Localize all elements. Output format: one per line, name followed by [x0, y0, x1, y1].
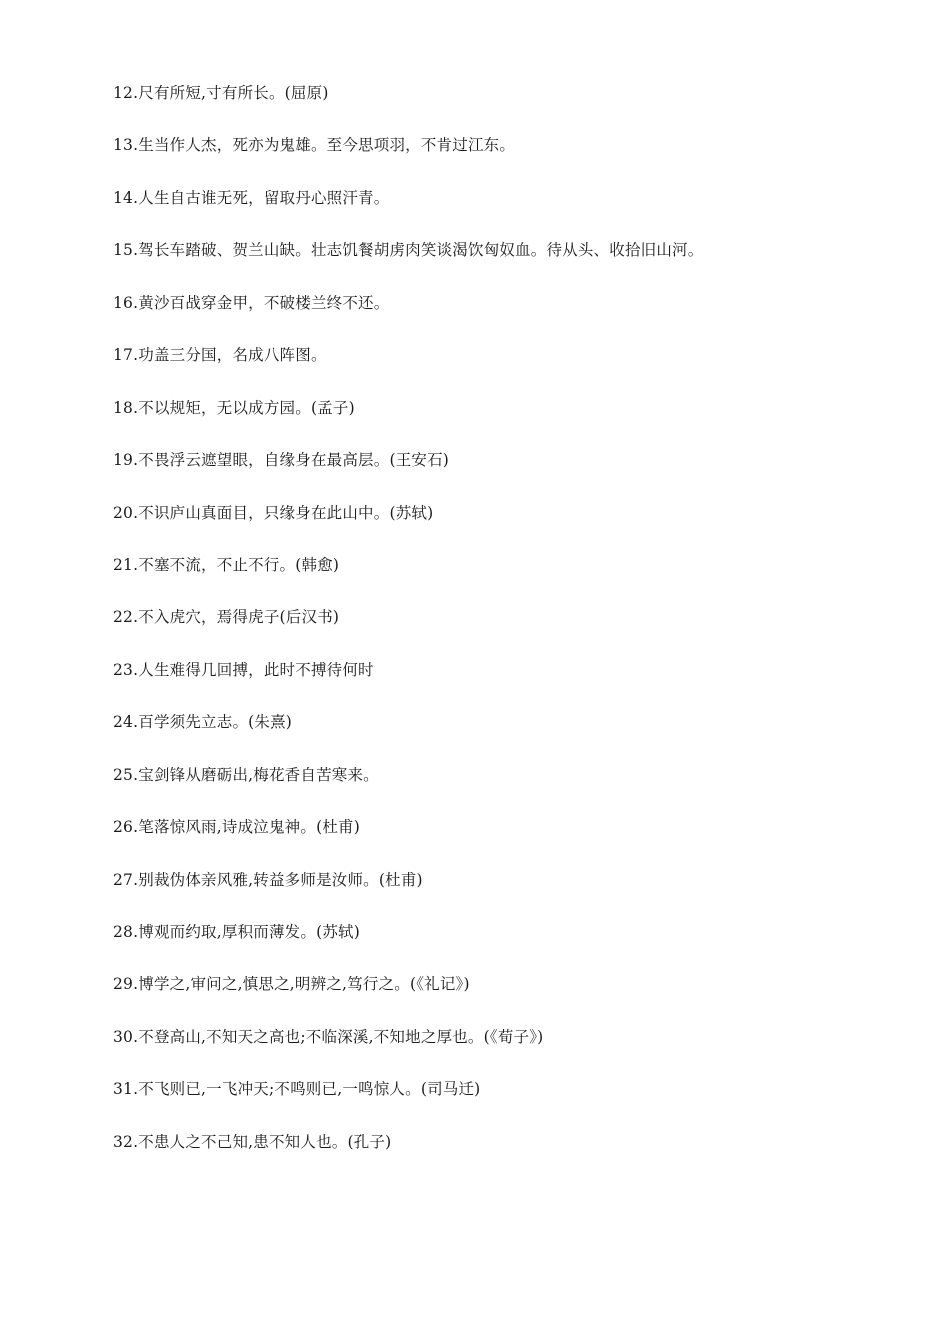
quote-list — [113, 80, 913, 1181]
quote-line: 16.黄沙百战穿金甲，不破楼兰终不还。 — [113, 293, 390, 312]
quote-line: 26.笔落惊风雨,诗成泣鬼神。(杜甫) — [113, 818, 360, 837]
quote-line: 31.不飞则已,一飞冲天;不鸣则已,一鸣惊人。(司马迁) — [113, 1080, 481, 1099]
quote-line: 29.博学之,审问之,慎思之,明辨之,笃行之。(《礼记》) — [113, 975, 470, 994]
quote-line: 27.别裁伪体亲风雅,转益多师是汝师。(杜甫) — [113, 870, 423, 889]
quote-line: 32.不患人之不己知,患不知人也。(孔子) — [113, 1132, 392, 1151]
quote-line: 12.尺有所短,寸有所长。(屈原) — [113, 84, 329, 102]
quote-line: 19.不畏浮云遮望眼，自缘身在最高层。(王安石) — [113, 451, 450, 470]
quote-line: 22.不入虎穴，焉得虎子(后汉书) — [113, 608, 340, 627]
quote-line: 28.博观而约取,厚积而薄发。(苏轼) — [113, 923, 360, 941]
quote-line: 13.生当作人杰，死亦为鬼雄。至今思项羽，不肯过江东。 — [113, 136, 516, 155]
quote-line: 18.不以规矩，无以成方园。(孟子) — [113, 398, 355, 417]
quote-line: 15.驾长车踏破、贺兰山缺。壮志饥餐胡虏肉笑谈渴饮匈奴血。待从头、收拾旧山河。 — [113, 241, 704, 260]
quote-line: 25.宝剑锋从磨砺出,梅花香自苦寒来。 — [113, 765, 379, 784]
quote-line: 23.人生难得几回搏，此时不搏待何时 — [113, 660, 374, 679]
quote-line: 14.人生自古谁无死，留取丹心照汗青。 — [113, 188, 390, 207]
quote-line: 17.功盖三分国，名成八阵图。 — [113, 346, 327, 365]
quote-line: 30.不登高山,不知天之高也;不临深溪,不知地之厚也。(《荀子》) — [113, 1027, 544, 1046]
quote-line: 21.不塞不流，不止不行。(韩愈) — [113, 555, 340, 574]
quote-line: 24.百学须先立志。(朱熹) — [113, 713, 293, 732]
quote-line: 20.不识庐山真面目，只缘身在此山中。(苏轼) — [113, 503, 434, 522]
